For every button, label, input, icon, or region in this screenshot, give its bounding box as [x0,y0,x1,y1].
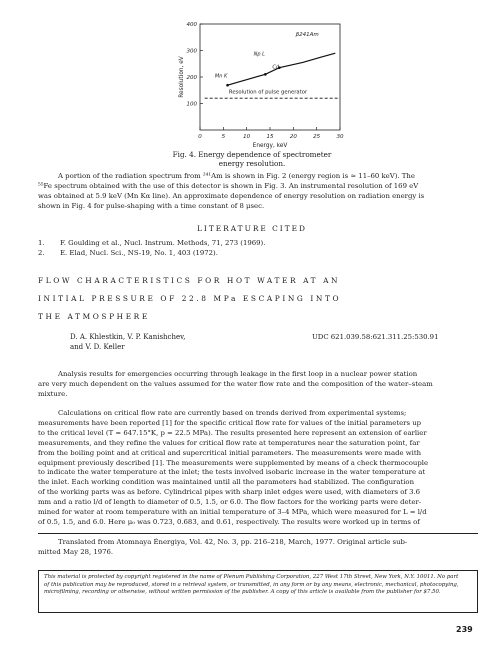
y-tick-label: 200 [186,75,197,81]
page-number: 239 [456,625,473,634]
text-line: of 0.5, 1.5, and 6.0. Here μ₀ was 0.723, 0.683, and 0.61, respectively. The results were worked up in terms of [38,517,420,526]
x-tick-label: 15 [266,134,274,140]
text-line: equipment previously described [1]. The measurements were supplemented by means of a check thermocouple [38,458,429,467]
annotation-np: Np L [253,51,265,58]
text-line: mixture. [38,389,68,398]
body-paragraph [38,409,476,528]
x-tick-label: 25 [313,134,321,140]
authors [70,333,185,353]
text-line: mined for water at room temperature with an initial temperature of 3–4 MPa, which were measured for L = l/d [38,508,427,517]
y-tick-label: 400 [186,22,197,28]
text-line: measurements, and they refine the values for critical flow rate at temperatures near the saturation point, far [38,438,420,447]
text-line: This material is protected by copyright registered in the name of Plenum Publishing Corporation, 227 West 17th Street, New York, N.Y. 10011. No part [44,574,459,580]
article-title-line: INITIAL PRESSURE OF 22.8 MPa ESCAPING INTO [38,294,342,303]
figure-caption: Fig. 4. Energy dependence of spectrometer [172,150,332,159]
text-line: the inlet. Each working condition was maintained until all the parameters had stabilized. The configuration [38,478,415,487]
text-line: mitted May 28, 1976. [38,547,114,556]
article-title-line: THE ATMOSPHERE [38,312,150,321]
reference-text: F. Goulding et al., Nucl. Instrum. Methods, 71, 273 (1969). [60,239,266,247]
x-tick-label: 0 [198,134,202,140]
literature-heading: LITERATURE CITED [197,224,307,233]
reference-item [38,248,476,258]
text-line: to the critical level (T = 647.15°K, p = 22.5 MPa). The results presented here represent an extension of earlier [38,428,427,437]
y-axis-label: Resolution, eV [179,56,185,98]
text-line: Analysis results for emergencies occurring through leakage in the first loop in a nuclear power station [58,370,418,378]
authors-line: and V. D. Keller [70,342,125,351]
authors-line: D. A. Khlestkin, V. P. Kanishchev, [70,333,186,341]
resolution-curve [228,53,336,85]
intro-paragraph [38,172,476,212]
annotation-cd: Cd [272,64,280,71]
udc-code: UDC 621.039.58:621.311.25:530.91 [312,333,439,341]
x-axis-label: Energy, keV [252,143,288,149]
text-line: Calculations on critical flow rate are currently based on trends derived from experimental systems; [58,409,407,417]
resolution-chart [168,18,348,153]
chart-axes [179,22,344,149]
text-line: from the boiling point and at critical and supercritical initial parameters. The measurements were made with [38,448,422,457]
text-line: to indicate the water temperature at the inlet; the tests involved isobaric increase in the water temperature at [38,468,426,477]
data-point [264,73,267,76]
footnote-divider [38,533,478,534]
text-line: of this publication may be reproduced, stored in a retrieval system, or transmitted, in any form or by any means, electronic, mechanical, photocopying, [44,581,459,588]
text-line: mm and a ratio l/d of length to diameter of 0.5, 1.5, or 6.0. The flow factors for the working parts were deter- [38,498,422,507]
text-line: of the working parts was as before. Cylindrical pipes with sharp inlet edges were used, with diameters of 3.6 [38,488,421,497]
y-tick-label: 100 [186,101,197,108]
text-line: microfilming, recording or otherwise, without written permission of the publisher. A copy of this article is available from the publisher for $7.50. [44,589,441,596]
annotation-mn: Mn K [214,73,228,80]
data-point [226,84,229,87]
x-tick-label: 20 [289,134,297,140]
text-line: A portion of the radiation spectrum from ²⁴¹Am is shown in Fig. 2 (energy region is ≈ 11–60 keV). The [58,172,415,180]
text-line: was obtained at 5.9 keV (Mn Kα line). An approximate dependence of energy resolution on radiation energy is [38,191,425,200]
text-line: Translated from Atomnaya Énergiya, Vol. 42, No. 3, pp. 216–218, March, 1977. Original article sub- [58,538,408,546]
x-tick-label: 5 [221,134,226,140]
article-title-line: FLOW CHARACTERISTICS FOR HOT WATER AT AN [38,276,341,285]
text-line: are very much dependent on the values assumed for the water flow rate and the composition of the water–steam [38,379,433,388]
text-line: shown in Fig. 4 for pulse-shaping with a time constant of 8 μsec. [38,201,265,210]
abstract-paragraph [38,370,476,400]
reference-text: E. Elad, Nucl. Sci., NS-19, No. 1, 403 (1972). [60,249,218,257]
chart-marks [205,32,340,98]
translation-footnote [38,538,476,558]
reference-number: 2. [38,249,45,257]
reference-item [38,238,476,248]
y-tick-label: 300 [186,48,197,55]
annotation-pulse: Resolution of pulse generator [228,89,308,96]
text-line: measurements have been reported [1] for the specific critical flow rate for values of the initial parameters up [38,418,422,427]
reference-number: 1. [38,239,45,247]
text-line: ⁵⁵Fe spectrum obtained with the use of this detector is shown in Fig. 3. An instrumental resolution of 169 eV [38,181,419,190]
x-tick-label: 30 [336,134,344,140]
x-tick-label: 10 [243,134,251,140]
copyright-notice [38,570,478,613]
annotation-am: β241Am [295,31,319,38]
figure-caption-cont: energy resolution. [218,159,286,168]
